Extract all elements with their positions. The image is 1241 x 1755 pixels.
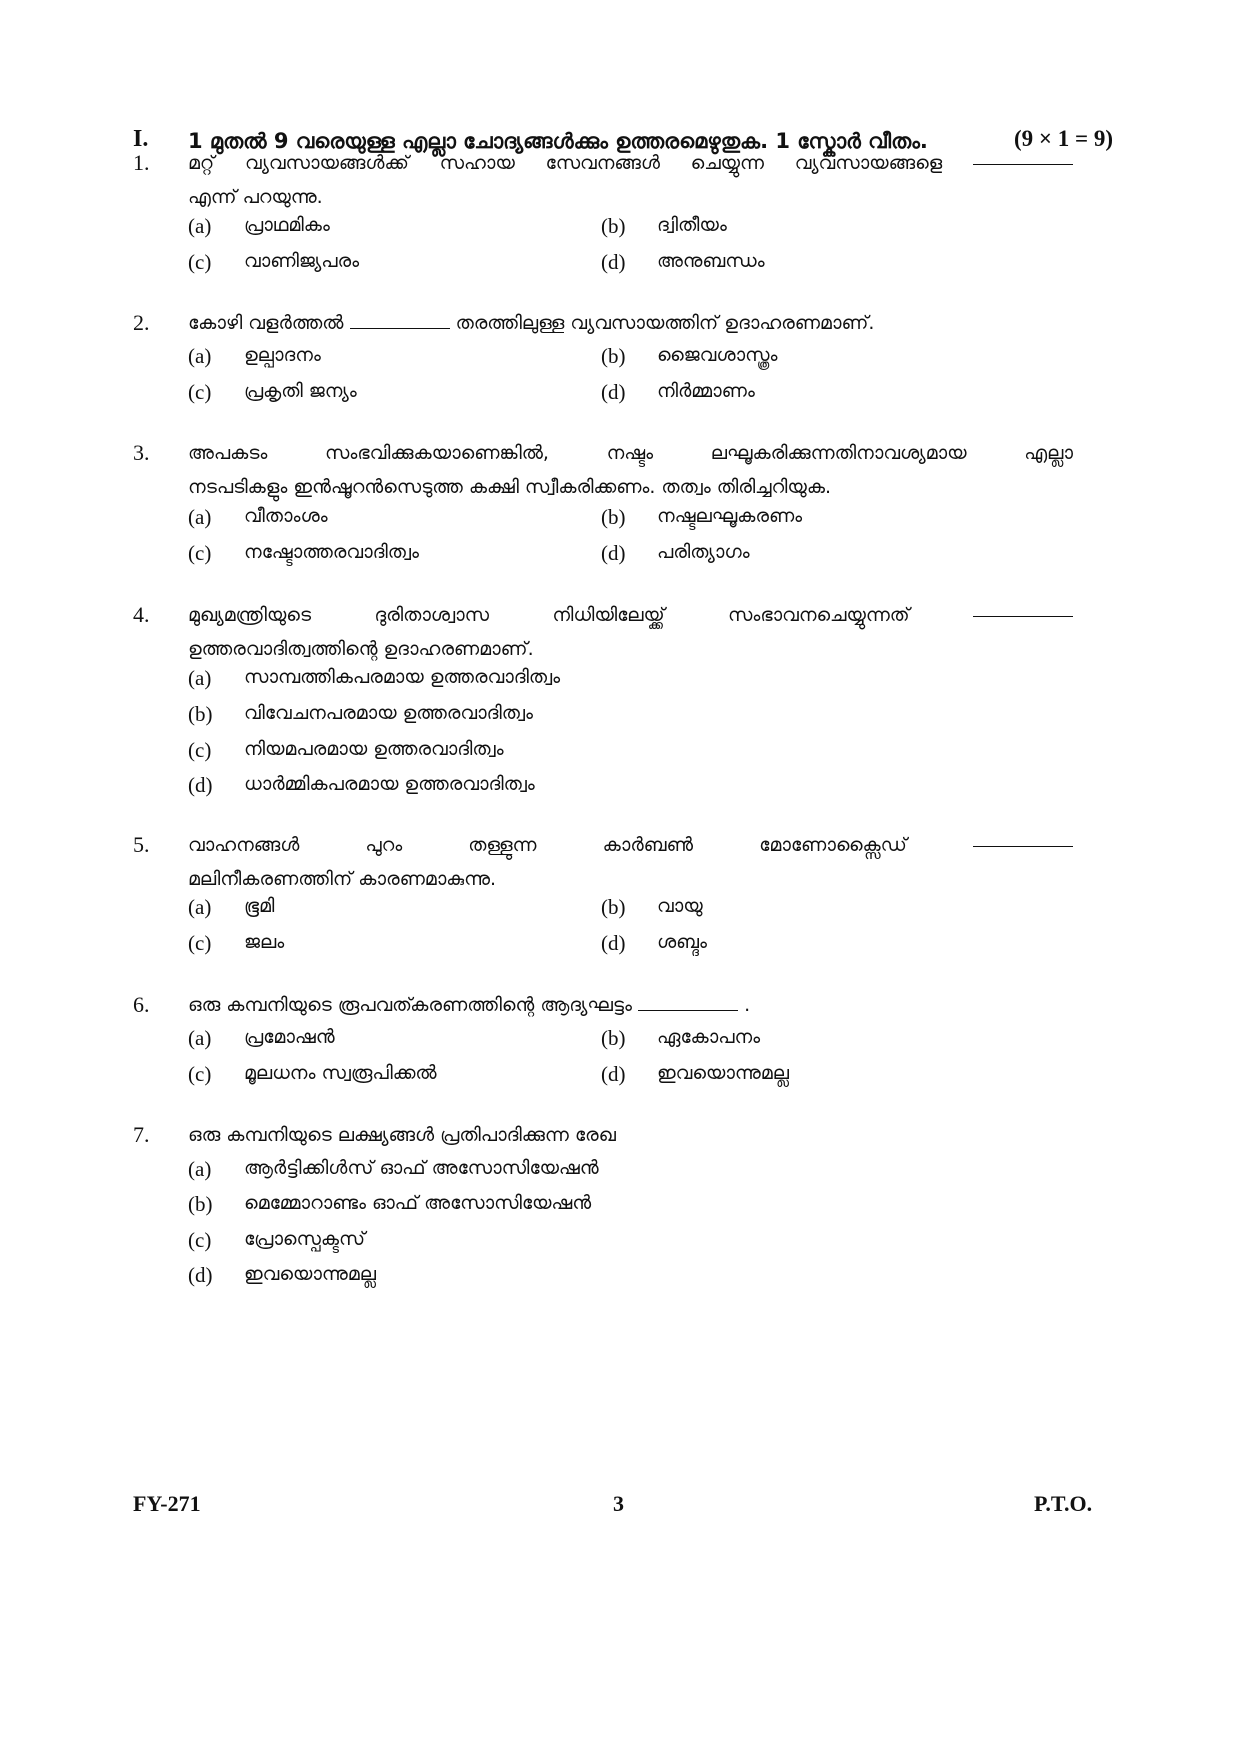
please-turn-over: P.T.O. xyxy=(1034,1491,1093,1516)
option-label: (a) xyxy=(188,1026,212,1050)
question-number: 1. xyxy=(133,150,150,175)
answer-blank xyxy=(973,828,1073,847)
option-label: (b) xyxy=(601,214,626,238)
option-label: (b) xyxy=(188,1192,213,1216)
option-label: (b) xyxy=(601,344,626,368)
option-label: (d) xyxy=(188,773,213,797)
question-number: 7. xyxy=(133,1122,150,1147)
option-text: ഏകോപനം xyxy=(657,1026,761,1048)
stem-word: മുഖ്യമന്ത്രിയുടെ xyxy=(188,604,312,626)
option-label: (d) xyxy=(601,250,626,274)
question-stem xyxy=(188,436,1073,504)
stem-text: ഒരു കമ്പനിയുടെ ലക്ഷ്യങ്ങൾ പ്രതിപാദിക്കുന്ന രേഖ xyxy=(188,1124,616,1146)
option-text: ജൈവശാസ്ത്രം xyxy=(657,344,778,366)
option-text: ശബ്ദം xyxy=(657,931,707,953)
question-stem xyxy=(188,1118,1073,1152)
option-text: ധാർമ്മികപരമായ ഉത്തരവാദിത്വം xyxy=(244,773,535,795)
page-number: 3 xyxy=(613,1491,624,1516)
stem-word: ലഘൂകരിക്കുന്നതിനാവശ്യമായ xyxy=(710,442,967,464)
option-text: ജലം xyxy=(244,931,285,953)
question-stem xyxy=(188,598,1073,666)
question-stem xyxy=(188,988,1073,1022)
stem-word: തള്ളുന്ന xyxy=(468,834,537,856)
option-label: (c) xyxy=(188,1062,212,1086)
option-text: മൂലധനം സ്വരൂപിക്കൽ xyxy=(244,1062,437,1084)
stem-word: സംഭാവനചെയ്യുന്നത് xyxy=(728,604,910,626)
stem-word: വ്യവസായങ്ങൾക്ക് xyxy=(245,152,409,174)
option-text: പ്രകൃതി ജന്യം xyxy=(244,380,357,402)
option-text: വിവേചനപരമായ ഉത്തരവാദിത്വം xyxy=(244,702,533,724)
option-text: പരിത്യാഗം xyxy=(657,541,750,563)
stem-word: നഷ്ടം xyxy=(606,442,654,464)
stem-word: അപകടം xyxy=(188,442,268,464)
stem-word: സംഭവിക്കുകയാണെങ്കിൽ, xyxy=(325,442,549,464)
option-text: ദ്വിതീയം xyxy=(657,214,727,236)
option-label: (c) xyxy=(188,931,212,955)
option-label: (b) xyxy=(188,702,213,726)
stem-word: എല്ലാ xyxy=(1024,442,1073,464)
option-label: (d) xyxy=(601,541,626,565)
option-label: (c) xyxy=(188,1228,212,1252)
option-label: (d) xyxy=(601,1062,626,1086)
question-stem xyxy=(188,146,1073,214)
answer-blank xyxy=(973,146,1073,165)
option-text: വായു xyxy=(657,895,703,917)
section-marks: (9 × 1 = 9) xyxy=(1013,126,1113,151)
stem-word: സഹായ xyxy=(439,152,515,174)
option-text: മെമ്മോറാണ്ടം ഓഫ് അസോസിയേഷൻ xyxy=(244,1192,592,1214)
paper-code: FY-271 xyxy=(133,1491,201,1516)
option-label: (b) xyxy=(601,1026,626,1050)
option-label: (b) xyxy=(601,895,626,919)
option-label: (d) xyxy=(188,1263,213,1287)
option-text: ഉല്പാദനം xyxy=(244,344,321,366)
option-label: (a) xyxy=(188,214,212,238)
option-text: അനുബന്ധം xyxy=(657,250,765,272)
section-number: I. xyxy=(133,126,149,152)
answer-blank xyxy=(973,598,1073,617)
stem-word: പുറം xyxy=(365,834,403,856)
option-text: സാമ്പത്തികപരമായ ഉത്തരവാദിത്വം xyxy=(244,666,561,688)
option-text: ഇവയൊന്നുമല്ല xyxy=(657,1062,789,1084)
question-number: 4. xyxy=(133,602,150,627)
stem-word: സേവനങ്ങൾ xyxy=(545,152,660,174)
option-text: ആർട്ടിക്കിൾസ് ഓഫ് അസോസിയേഷൻ xyxy=(244,1157,599,1179)
option-label: (c) xyxy=(188,738,212,762)
option-label: (a) xyxy=(188,1157,212,1181)
stem-line: മലിനീകരണത്തിന് കാരണമാകുന്നു. xyxy=(188,868,497,890)
option-label: (d) xyxy=(601,931,626,955)
question-stem xyxy=(188,828,1073,896)
stem-word: ചെയ്യുന്ന xyxy=(690,152,764,174)
option-label: (c) xyxy=(188,380,212,404)
stem-text: ഒരു കമ്പനിയുടെ രൂപവത്കരണത്തിന്റെ ആദ്യഘട്ടം xyxy=(188,994,632,1016)
option-text: പ്രാഥമികം xyxy=(244,214,330,236)
stem-line: നടപടികളും ഇൻഷൂറൻസെടുത്ത കക്ഷി സ്വീകരിക്കണം. തത്വം തിരിച്ചറിയുക. xyxy=(188,476,831,498)
stem-text: തരത്തിലുള്ള വ്യവസായത്തിന് ഉദാഹരണമാണ്. xyxy=(455,312,875,334)
stem-word: വാഹനങ്ങൾ xyxy=(188,834,300,856)
option-label: (c) xyxy=(188,541,212,565)
question-number: 3. xyxy=(133,440,150,465)
stem-word: മോണോക്സൈഡ് xyxy=(759,834,907,856)
question-stem xyxy=(188,306,1073,340)
stem-word: ദുരിതാശ്വാസ xyxy=(374,604,490,626)
stem-word: വ്യവസായങ്ങളെ xyxy=(794,152,943,174)
option-text: ഇവയൊന്നുമല്ല xyxy=(244,1263,376,1285)
option-text: നിർമ്മാണം xyxy=(657,380,755,402)
option-label: (d) xyxy=(601,380,626,404)
option-label: (a) xyxy=(188,666,212,690)
answer-blank xyxy=(350,310,450,329)
stem-word: കാർബൺ xyxy=(602,834,694,856)
option-text: വീതാംശം xyxy=(244,505,328,527)
question-number: 6. xyxy=(133,992,150,1017)
option-label: (c) xyxy=(188,250,212,274)
option-label: (a) xyxy=(188,344,212,368)
stem-text: . xyxy=(744,994,751,1016)
option-text: നഷ്ടോത്തരവാദിത്വം xyxy=(244,541,419,563)
option-label: (a) xyxy=(188,505,212,529)
option-text: വാണിജ്യപരം xyxy=(244,250,360,272)
question-number: 2. xyxy=(133,310,150,335)
answer-blank xyxy=(638,992,738,1011)
section-instruction: 1 മുതൽ 9 വരെയുള്ള എല്ലാ ചോദ്യങ്ങൾക്കും ഉത്തരമെഴുതുക. 1 സ്കോർ വീതം. xyxy=(188,129,928,153)
stem-line: ഉത്തരവാദിത്വത്തിന്റെ ഉദാഹരണമാണ്. xyxy=(188,638,534,660)
option-text: നഷ്ടലഘൂകരണം xyxy=(657,505,803,527)
stem-word: മറ്റ് xyxy=(188,152,215,174)
option-label: (b) xyxy=(601,505,626,529)
option-label: (a) xyxy=(188,895,212,919)
stem-text: കോഴി വളർത്തൽ xyxy=(188,312,344,334)
stem-line: എന്ന് പറയുന്നു. xyxy=(188,186,323,208)
option-text: പ്രോസ്പെക്ടസ് xyxy=(244,1228,366,1250)
question-number: 5. xyxy=(133,832,150,857)
option-text: ഭൂമി xyxy=(244,895,275,917)
stem-word: നിധിയിലേയ്ക്ക് xyxy=(552,604,665,626)
option-text: പ്രമോഷൻ xyxy=(244,1026,335,1048)
option-text: നിയമപരമായ ഉത്തരവാദിത്വം xyxy=(244,738,504,760)
